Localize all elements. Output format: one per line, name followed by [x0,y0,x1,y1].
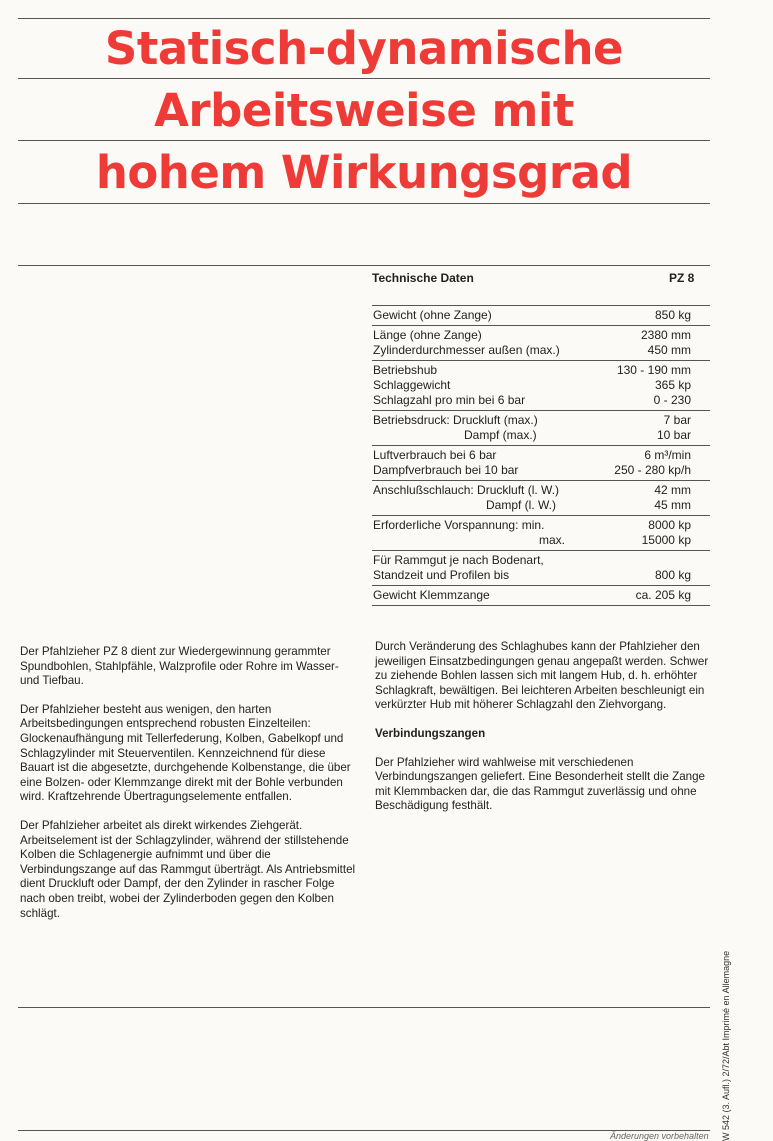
tech-value: 6 m³/min [644,448,691,462]
tech-value: ca. 205 kg [635,588,691,602]
tech-group-dimensions [372,325,710,360]
print-code-note: W 542 (3. Aufl.) 2/72/Abt Imprimé en Allemagne [721,950,731,1141]
tech-row [373,378,710,393]
tech-row [373,428,710,443]
tech-value: 800 kg [654,568,691,582]
subheading-connectors: Verbindungszangen [375,726,486,740]
tech-value: 850 kg [654,308,691,322]
tech-row [373,328,710,343]
tech-row [373,498,710,513]
tech-value: 365 kp [654,378,691,392]
tech-data-header [372,271,710,285]
paragraph-operation: Der Pfahlzieher arbeitet als direkt wirkendes Ziehgerät. Arbeitselement ist der Schlagzylinder, während der stillstehende Kolben die Schlagenergie aufnimmt und über die Verbindungszange auf das Rammgut überträgt. Als Antriebsmittel dient Druckluft oder Dampf, der den Zylinder in rascher Folge nach oben treibt, wobei der Zylinderboden gegen den Kolben schlägt. [20,818,356,920]
tech-group-ram-material [372,550,710,585]
tech-data-model: PZ 8 [669,271,695,285]
tech-label: Für Rammgut je nach Bodenart, [373,553,544,567]
tech-label: Länge (ohne Zange) [373,328,482,342]
tech-value [603,553,691,568]
tech-label: Anschlußschlauch: Druckluft (l. W.) [373,483,560,497]
paragraph-purpose: Der Pfahlzieher PZ 8 dient zur Wiedergewinnung gerammter Spundbohlen, Stahlpfähle, Walzprofile oder Rohre im Wasser- und Tiefbau. [20,645,339,688]
tech-data-heading: Technische Daten [372,271,474,285]
tech-group-preload [372,515,710,550]
tech-value: 10 bar [656,428,691,442]
tech-label: max. [539,533,566,547]
tech-group-weight [372,305,710,325]
tech-value: 450 mm [647,343,691,357]
tech-label: Dampf (max.) [464,428,537,442]
tech-label: Luftverbrauch bei 6 bar [373,448,497,462]
title-rule-1 [18,78,710,79]
tech-row [373,553,710,568]
tech-label: Zylinderdurchmesser außen (max.) [373,343,560,357]
tech-value: 8000 kp [648,518,691,532]
description-left-column [20,645,360,935]
tech-value: 0 - 230 [653,393,691,407]
tech-group-consumption [372,445,710,480]
tech-label: Betriebshub [373,363,438,377]
tech-value: 130 - 190 mm [616,363,691,377]
tech-row [373,463,710,478]
tech-row [373,518,710,533]
tech-label: Betriebsdruck: Druckluft (max.) [373,413,538,427]
tech-value: 7 bar [663,413,691,427]
bottom-rule-1 [18,1007,710,1008]
tech-value: 42 mm [654,483,691,497]
tech-row [373,393,710,408]
tech-group-hose [372,480,710,515]
tech-row [373,343,710,358]
title-rule-2 [18,140,710,141]
tech-value: 250 - 280 kp/h [614,463,691,477]
tech-label: Erforderliche Vorspannung: min. [373,518,545,532]
tech-row [373,588,710,603]
tech-row [373,308,710,323]
footer-note: Änderungen vorbehalten [610,1131,709,1141]
tech-row [373,363,710,378]
bottom-rule-2 [18,1130,710,1131]
page-title-line-2: Arbeitsweise mit [154,84,574,137]
tech-row [373,568,710,583]
title-rule-3 [18,203,710,204]
tech-group-stroke [372,360,710,410]
paragraph-stroke-adjustment: Durch Veränderung des Schlaghubes kann der Pfahlzieher den jeweiligen Einsatzbedingungen genau angepaßt werden. Schwer zu ziehende Bohlen lassen sich mit langem Hub, d. h. erhöhter Schlagkraft, bewältigen. Bei leichteren Arbeiten beschleunigt ein verkürzter Hub mit höherer Schlagzahl den Ziehvorgang. [375,640,709,712]
page-title-line-1: Statisch-dynamische [104,22,624,75]
page-title-line-3: hohem Wirkungsgrad [95,146,633,199]
tech-label: Dampf (l. W.) [486,498,557,512]
description-right-column [375,640,720,828]
tech-label: Standzeit und Profilen bis [373,568,510,582]
tech-value: 2380 mm [640,328,691,342]
tech-row [373,533,710,548]
tech-row [373,413,710,428]
tech-group-pressure [372,410,710,445]
tech-value: 45 mm [654,498,691,512]
tech-label: Schlagzahl pro min bei 6 bar [373,393,526,407]
paragraph-connectors: Der Pfahlzieher wird wahlweise mit verschiedenen Verbindungszangen geliefert. Eine Besonderheit stellt die Zange mit Klemmbacken dar, die das Rammgut zuverlässig und ohne Beschädigung festhält. [375,755,706,813]
paragraph-construction: Der Pfahlzieher besteht aus wenigen, den harten Arbeitsbedingungen entsprechend robusten Einzelteilen: Glockenaufhängung mit Tellerfederung, Kolben, Gabelkopf und Schlagzylinder mit Steuerventilen. Kennzeichnend für diese Bauart ist die abgesetzte, durchgehende Kolbenstange, die über eine Bolzen- oder Klemmzange direkt mit der Bohle verbunden wird. Kraftzehrende Übertragungselemente entfallen. [20,702,351,804]
tech-row [373,483,710,498]
tech-label: Dampfverbrauch bei 10 bar [373,463,519,477]
title-rule-top [18,18,710,19]
tech-data-table [372,305,710,606]
tech-group-clamp [372,585,710,606]
tech-label: Schlaggewicht [373,378,451,392]
tech-label: Gewicht (ohne Zange) [373,308,492,322]
tech-value: 15000 kp [641,533,691,547]
section-rule [18,265,710,266]
tech-row [373,448,710,463]
tech-label: Gewicht Klemmzange [373,588,490,602]
